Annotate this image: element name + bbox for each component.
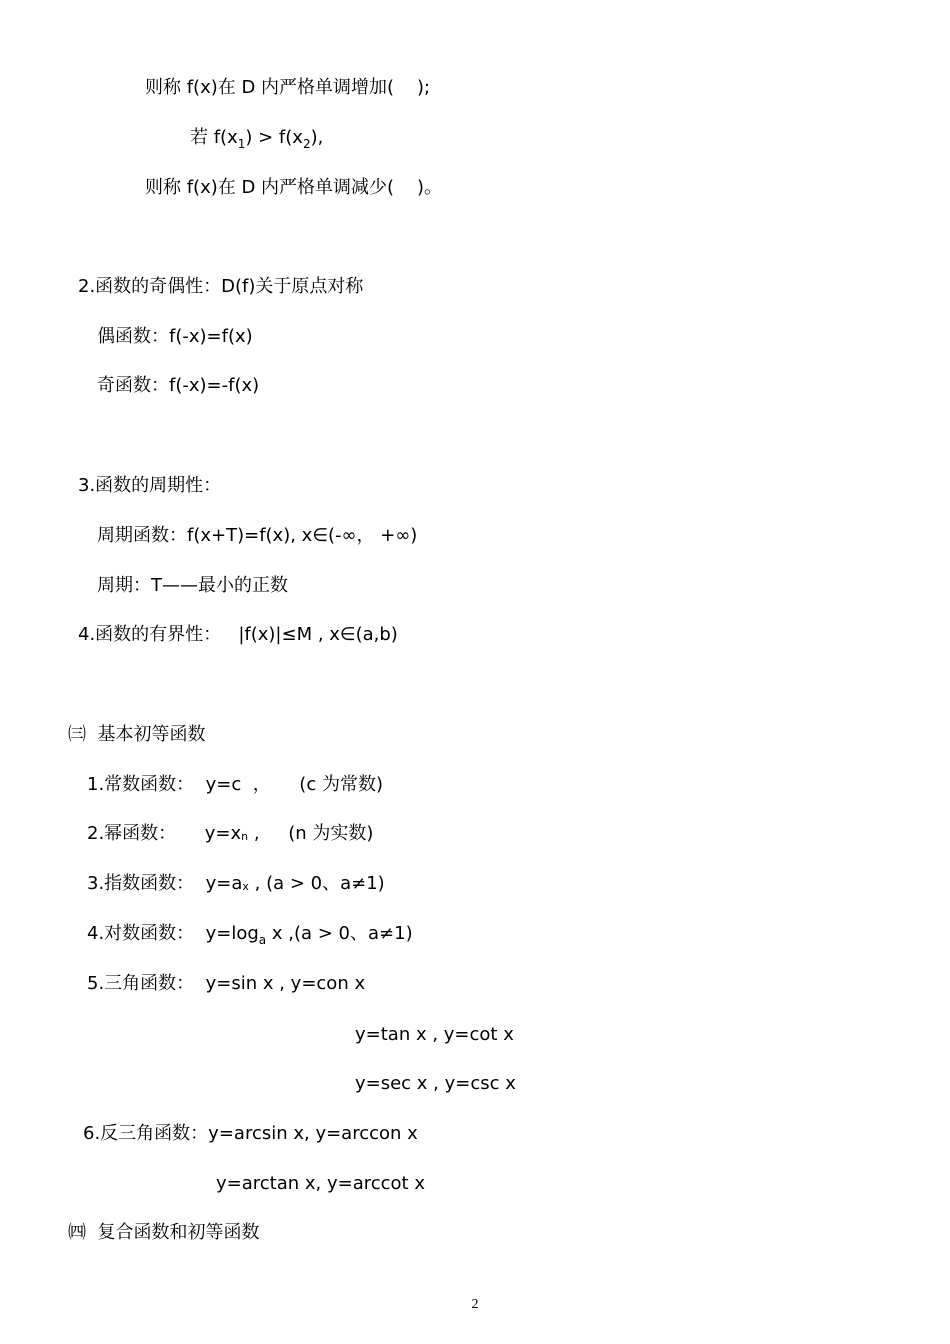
- exponential-function-line: [87, 872, 385, 899]
- even-function-line: 偶函数：f(-x)=f(x): [97, 326, 253, 347]
- exp-exponent: x: [242, 880, 249, 893]
- power-pre: 2.幂函数： y=x: [87, 823, 242, 844]
- power-post: , (n 为实数): [248, 823, 374, 844]
- section3-heading: ㈢ 基本初等函数: [68, 724, 206, 745]
- monotone-increase-line: 则称 f(x)在 D 内严格单调增加( );: [145, 77, 431, 98]
- inverse-trig-line-1: 6.反三角函数：y=arcsin x, y=arccon x: [83, 1123, 418, 1144]
- monotone-condition-line: [190, 126, 323, 156]
- cond-mid: ) > f(x: [245, 127, 303, 148]
- boundedness-heading: 4.函数的有界性： |f(x)|≤M , x∈(a,b): [78, 624, 398, 645]
- trig-function-line-1: 5.三角函数： y=sin x , y=con x: [87, 973, 366, 994]
- cond-sub2: 2: [302, 137, 311, 151]
- cond-post: ),: [310, 127, 324, 148]
- section4-heading: ㈣ 复合函数和初等函数: [68, 1222, 260, 1243]
- cond-sub1: 1: [237, 137, 246, 151]
- periodicity-heading: 3.函数的周期性：: [78, 475, 222, 496]
- exp-post: , (a > 0、a≠1): [248, 873, 385, 894]
- trig-function-line-3: y=sec x , y=csc x: [355, 1073, 516, 1094]
- odd-function-line: 奇函数：f(-x)=-f(x): [97, 375, 260, 396]
- periodic-function-line: 周期函数：f(x+T)=f(x), x∈(-∞， +∞): [97, 525, 418, 546]
- monotone-decrease-line: 则称 f(x)在 D 内严格单调减少( )。: [145, 177, 442, 198]
- log-base: a: [258, 933, 267, 947]
- log-pre: 4.对数函数： y=log: [87, 923, 259, 944]
- period-definition-line: 周期：T——最小的正数: [97, 575, 288, 596]
- cond-pre: 若 f(x: [190, 127, 238, 148]
- trig-function-line-2: y=tan x , y=cot x: [355, 1024, 514, 1045]
- inverse-trig-line-2: y=arctan x, y=arccot x: [216, 1173, 425, 1194]
- page-number: 2: [471, 1297, 479, 1312]
- exp-pre: 3.指数函数： y=a: [87, 873, 243, 894]
- logarithm-function-line: [87, 922, 413, 952]
- constant-function-line: 1.常数函数： y=c ， (c 为常数): [87, 774, 383, 795]
- power-function-line: [87, 822, 373, 849]
- log-post: x ,(a > 0、a≠1): [266, 923, 413, 944]
- parity-heading: 2.函数的奇偶性：D(f)关于原点对称: [78, 276, 364, 297]
- power-exponent: n: [241, 830, 249, 843]
